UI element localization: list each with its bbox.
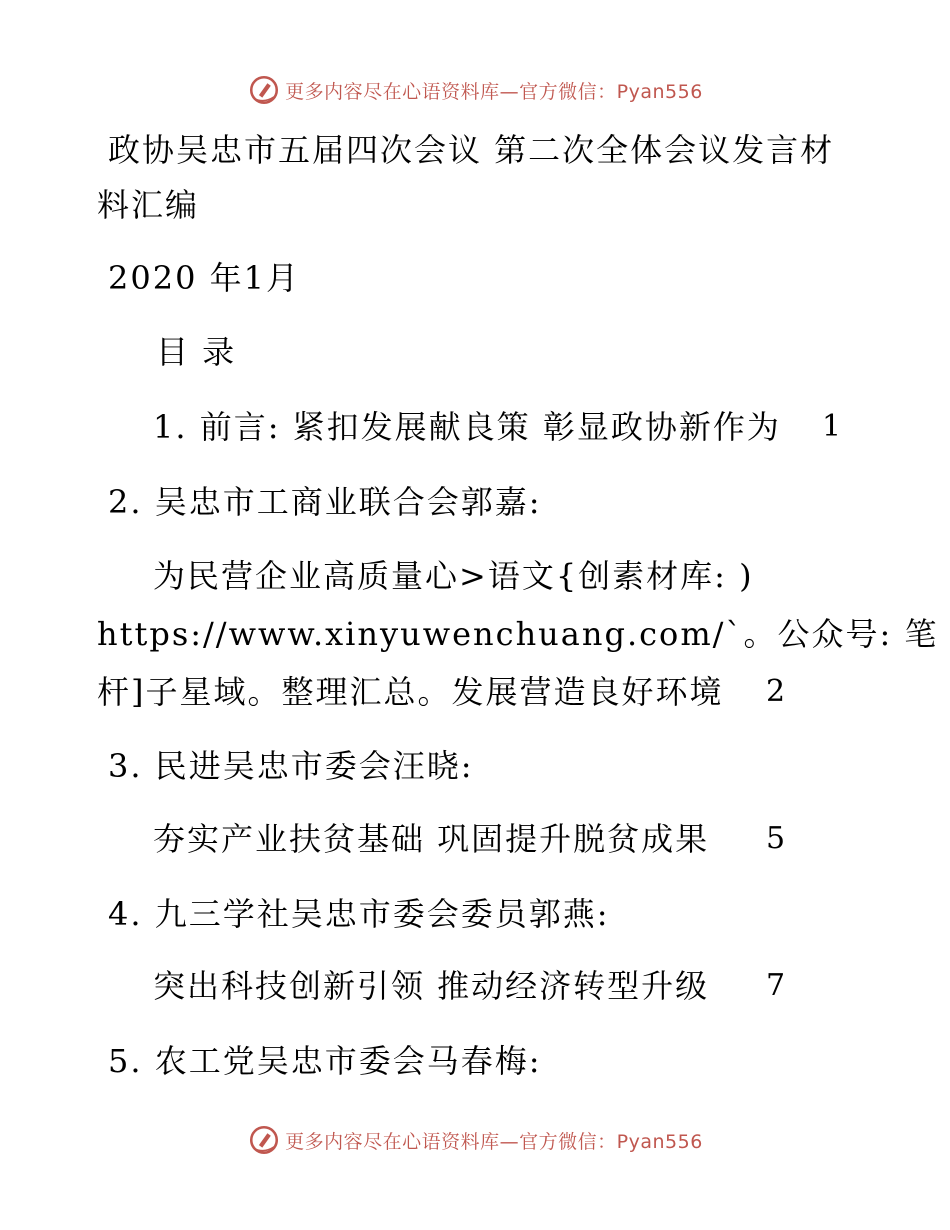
toc-page-1: 1 [822,409,842,444]
logo-icon [247,73,281,107]
toc-item-3: 3. 民进吴忠市委会汪晓: [108,747,474,785]
toc-item-4: 4. 九三学社吴忠市委会委员郭燕: [108,895,610,933]
toc-page-3: 5 [766,821,786,856]
toc-heading: 目 录 [156,333,237,371]
toc-item-3-line-2: 夯实产业扶贫基础 巩固提升脱贫成果 [153,820,710,858]
watermark-top [0,70,950,110]
toc-page-4: 7 [766,968,786,1003]
toc-item-5: 5. 农工党吴忠市委会马春梅: [108,1042,542,1080]
watermark-text: 更多内容尽在心语资料库—官方微信：Pyan556 [285,1130,703,1153]
toc-item-1: 1. 前言: 紧扣发展献良策 彰显政协新作为 [153,408,781,446]
doc-title-line-2: 料汇编 [97,186,200,224]
watermark-bottom [0,1120,950,1160]
doc-date: 2020 年1月 [108,259,300,297]
doc-title-line-1: 政协吴忠市五届四次会议 第二次全体会议发言材 [108,131,835,169]
watermark-text: 更多内容尽在心语资料库—官方微信：Pyan556 [285,80,703,103]
toc-item-4-line-2: 突出科技创新引领 推动经济转型升级 [153,967,710,1005]
toc-item-2: 2. 吴忠市工商业联合会郭嘉: [108,483,542,521]
toc-item-2-line-3: https://www.xinyuwenchuang.com/`。公众号: 笔 [97,615,939,653]
toc-page-2: 2 [766,674,786,709]
logo-icon [247,1123,281,1157]
toc-item-2-line-2: 为民营企业高质量心>语文{创素材库: ) [153,557,754,595]
toc-item-2-line-4: 杆]子星域。整理汇总。发展营造良好环境 [97,673,724,711]
